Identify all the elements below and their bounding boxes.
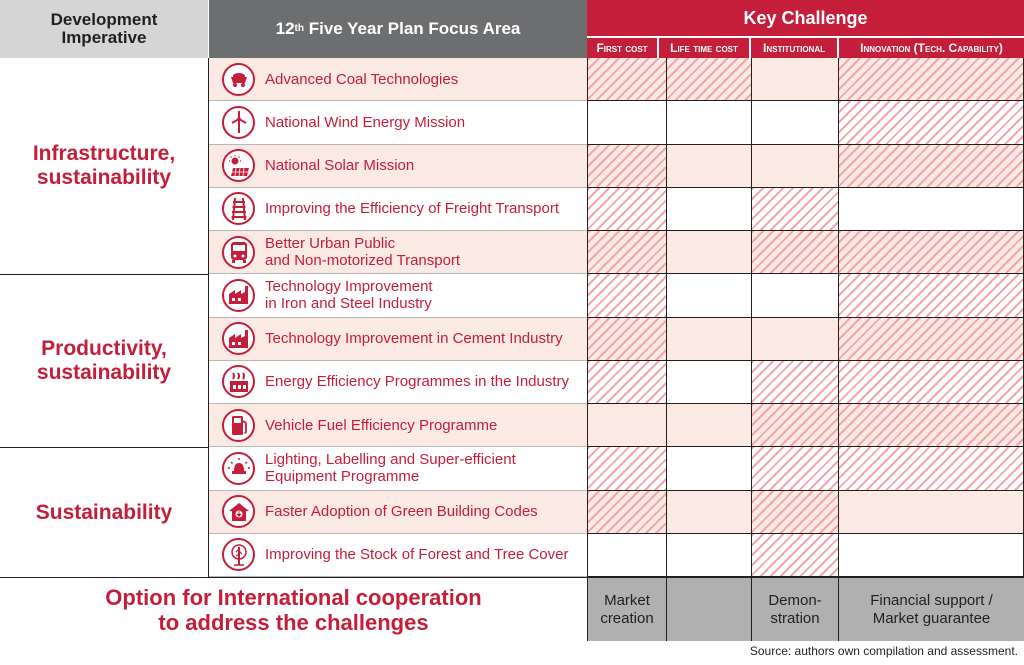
- lamp-icon: [222, 452, 255, 485]
- wind-turbine-icon: [222, 106, 255, 139]
- challenge-cell-first-cost-empty: [587, 534, 667, 577]
- challenge-cell-lifetime-cost-empty: [667, 231, 752, 274]
- focus-area-label: Advanced Coal Technologies: [265, 70, 459, 88]
- challenge-cell-lifetime-cost-empty: [667, 318, 752, 361]
- challenge-cell-institutional-marked: [752, 361, 839, 404]
- focus-area-row: [209, 361, 587, 404]
- challenge-cell-innovation-marked: [839, 58, 1024, 101]
- cement-factory-icon: [222, 322, 255, 355]
- development-imperative-header-text: Development Imperative: [50, 10, 158, 47]
- focus-area-label: Energy Efficiency Programmes in the Industry: [265, 373, 570, 391]
- challenge-cell-innovation-marked: [839, 404, 1024, 447]
- focus-area-label: Lighting, Labelling and Super-efficient Equipment Programme: [265, 451, 516, 486]
- focus-area-row: [209, 491, 587, 534]
- challenge-cell-lifetime-cost-empty: [667, 447, 752, 490]
- challenge-lifetime-cost-header: Life time cost: [659, 36, 751, 58]
- source-note: Source: authors own compilation and assessment.: [749, 644, 1018, 658]
- challenge-cell-institutional-empty: [752, 58, 839, 101]
- challenge-cell-institutional-empty: [752, 318, 839, 361]
- industry-heat-icon: [222, 365, 255, 398]
- challenge-cell-lifetime-cost-empty: [667, 145, 752, 188]
- railway-track-icon: [222, 192, 255, 225]
- group-infrastructure: [0, 58, 209, 274]
- challenge-cell-first-cost-marked: [587, 188, 667, 231]
- fuel-pump-icon: [222, 409, 255, 442]
- development-imperative-header: [0, 0, 209, 58]
- challenge-cell-innovation-empty: [839, 188, 1024, 231]
- challenge-cell-innovation-empty: [839, 491, 1024, 534]
- challenge-cell-innovation-marked: [839, 145, 1024, 188]
- challenge-cell-lifetime-cost-empty: [667, 188, 752, 231]
- focus-area-label: Improving the Efficiency of Freight Transport: [265, 200, 560, 218]
- focus-area-row: [209, 447, 587, 490]
- focus-area-row: [209, 404, 587, 447]
- focus-area-label: National Wind Energy Mission: [265, 113, 466, 131]
- group-sustainability: [0, 447, 209, 577]
- challenge-cell-institutional-marked: [752, 534, 839, 577]
- option-institutional: Demon- stration: [752, 577, 839, 641]
- bus-icon: [222, 236, 255, 269]
- challenge-cell-institutional-marked: [752, 491, 839, 534]
- challenge-cell-lifetime-cost-empty: [667, 491, 752, 534]
- focus-area-header: 12 th Five Year Plan Focus Area: [209, 0, 587, 58]
- challenge-cell-innovation-marked: [839, 318, 1024, 361]
- challenge-cell-first-cost-marked: [587, 274, 667, 317]
- coal-cart-icon: [222, 63, 255, 96]
- factory-icon: [222, 279, 255, 312]
- challenge-cell-innovation-marked: [839, 274, 1024, 317]
- challenge-cell-first-cost-empty: [587, 101, 667, 144]
- focus-area-header-prefix: 12: [275, 19, 295, 38]
- focus-area-label: Improving the Stock of Forest and Tree Cover: [265, 546, 569, 564]
- focus-area-row: [209, 274, 587, 317]
- focus-area-header-suffix: Five Year Plan Focus Area: [303, 19, 521, 38]
- challenge-cell-first-cost-marked: [587, 231, 667, 274]
- focus-area-label: Faster Adoption of Green Building Codes: [265, 503, 538, 521]
- focus-area-label: Technology Improvement in Cement Industry: [265, 330, 563, 348]
- option-first-cost: Market creation: [587, 577, 667, 641]
- group-productivity-label: Productivity, sustainability: [36, 337, 172, 385]
- development-imperative-column: [0, 58, 209, 577]
- group-sustainability-label: Sustainability: [35, 500, 173, 524]
- option-lifetime-cost: [667, 577, 752, 641]
- group-infrastructure-label: Infrastructure, sustainability: [32, 142, 176, 190]
- challenge-cell-institutional-empty: [752, 145, 839, 188]
- challenge-cell-first-cost-marked: [587, 491, 667, 534]
- challenge-cell-first-cost-marked: [587, 58, 667, 101]
- challenge-cell-lifetime-cost-empty: [667, 404, 752, 447]
- focus-area-label: Vehicle Fuel Efficiency Programme: [265, 416, 498, 434]
- focus-area-row: [209, 101, 587, 144]
- focus-area-label: National Solar Mission: [265, 157, 415, 175]
- focus-area-row: [209, 145, 587, 188]
- challenge-cell-innovation-marked: [839, 361, 1024, 404]
- focus-area-row: [209, 534, 587, 577]
- focus-area-row: [209, 188, 587, 231]
- key-challenge-header: Key Challenge: [587, 0, 1024, 36]
- challenge-cell-first-cost-marked: [587, 447, 667, 490]
- challenge-cell-lifetime-cost-empty: [667, 361, 752, 404]
- solar-panel-icon: [222, 149, 255, 182]
- challenge-institutional-header: Institutional: [751, 36, 839, 58]
- challenge-cell-institutional-empty: [752, 274, 839, 317]
- option-innovation: Financial support / Market guarantee: [839, 577, 1024, 641]
- challenge-cell-first-cost-marked: [587, 318, 667, 361]
- challenge-cell-lifetime-cost-empty: [667, 274, 752, 317]
- challenge-cell-innovation-empty: [839, 534, 1024, 577]
- focus-area-row: [209, 231, 587, 274]
- challenge-cell-innovation-marked: [839, 447, 1024, 490]
- tree-icon: [222, 538, 255, 571]
- challenge-cell-lifetime-cost-empty: [667, 534, 752, 577]
- challenge-cell-institutional-marked: [752, 188, 839, 231]
- focus-area-row: [209, 318, 587, 361]
- group-productivity: [0, 274, 209, 447]
- challenge-cell-institutional-empty: [752, 101, 839, 144]
- challenge-cell-first-cost-marked: [587, 361, 667, 404]
- focus-area-label: Better Urban Public and Non-motorized Transport: [265, 235, 461, 270]
- challenge-cell-first-cost-empty: [587, 404, 667, 447]
- challenge-cell-institutional-marked: [752, 404, 839, 447]
- challenge-cell-innovation-marked: [839, 231, 1024, 274]
- green-house-icon: [222, 495, 255, 528]
- international-cooperation-label: Option for International cooperation to address the challenges: [0, 577, 587, 641]
- challenge-cell-innovation-marked: [839, 101, 1024, 144]
- focus-area-row: [209, 58, 587, 101]
- challenge-cell-institutional-marked: [752, 231, 839, 274]
- challenge-first-cost-header: First cost: [587, 36, 659, 58]
- focus-area-label: Technology Improvement in Iron and Steel Industry: [265, 278, 433, 313]
- challenge-cell-lifetime-cost-empty: [667, 101, 752, 144]
- challenge-innovation-header: Innovation (Tech. Capability): [839, 36, 1024, 58]
- challenge-cell-first-cost-marked: [587, 145, 667, 188]
- challenge-cell-institutional-marked: [752, 447, 839, 490]
- challenge-cell-lifetime-cost-marked: [667, 58, 752, 101]
